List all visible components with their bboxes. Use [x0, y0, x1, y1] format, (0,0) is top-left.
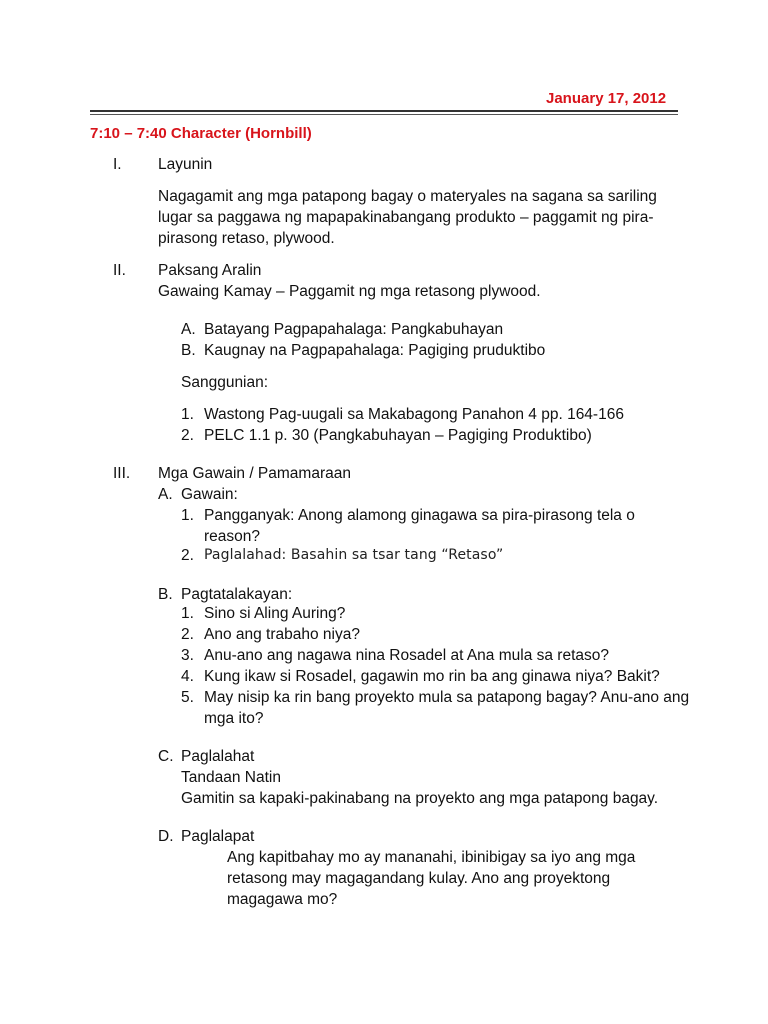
activity-marker: 1.	[181, 507, 194, 524]
activity-text: Paglalahad: Basahin sa tsar tang “Retaso”	[204, 547, 504, 563]
application-text: retasong may magagandang kulay. Ano ang proyektong	[227, 870, 611, 887]
generalization-text: Gamitin sa kapaki-pakinabang na proyekto ang mga patapong bagay.	[181, 790, 659, 807]
header-rule-thin	[90, 114, 678, 115]
reference-text: Wastong Pag-uugali sa Makabagong Panahon 4 pp. 164-166	[204, 406, 624, 423]
section-3-numeral: III.	[113, 465, 131, 482]
section-1-body-line: lugar sa paggawa ng mapapakinabangang produkto – paggamit ng pira-	[158, 209, 654, 226]
subsection-c-marker: C.	[158, 748, 174, 765]
header-rule-thick	[90, 110, 678, 112]
subsection-b-title: Pagtatalakayan:	[181, 586, 293, 603]
value-text: Kaugnay na Pagpapahalaga: Pagiging pruduktibo	[204, 342, 546, 359]
question-text: Anu-ano ang nagawa nina Rosadel at Ana mula sa retaso?	[204, 647, 610, 664]
section-1-numeral: I.	[113, 156, 122, 173]
question-marker: 1.	[181, 605, 194, 622]
question-text-continued: mga ito?	[204, 710, 264, 727]
lesson-date: January 17, 2012	[546, 90, 667, 107]
subsection-a-title: Gawain:	[181, 486, 238, 503]
question-marker: 4.	[181, 668, 194, 685]
activity-text: Pangganyak: Anong alamong ginagawa sa pira-pirasong tela o	[204, 507, 635, 524]
question-marker: 3.	[181, 647, 194, 664]
subsection-d-marker: D.	[158, 828, 174, 845]
value-text: Batayang Pagpapahalaga: Pangkabuhayan	[204, 321, 504, 338]
section-2-subtitle: Gawaing Kamay – Paggamit ng mga retasong plywood.	[158, 283, 541, 300]
schedule-heading: 7:10 – 7:40 Character (Hornbill)	[90, 125, 312, 142]
subsection-b-marker: B.	[158, 586, 173, 603]
value-marker: B.	[181, 342, 196, 359]
subsection-d-title: Paglalapat	[181, 828, 255, 845]
section-1-body-line: Nagagamit ang mga patapong bagay o materyales na sagana sa sariling	[158, 188, 657, 205]
application-text: magagawa mo?	[227, 891, 338, 908]
section-1-body-line: pirasong retaso, plywood.	[158, 230, 335, 247]
subsection-a-marker: A.	[158, 486, 173, 503]
application-text: Ang kapitbahay mo ay mananahi, ibinibigay sa iyo ang mga	[227, 849, 636, 866]
generalization-heading: Tandaan Natin	[181, 769, 281, 786]
references-label: Sanggunian:	[181, 374, 269, 391]
question-text: Ano ang trabaho niya?	[204, 626, 360, 643]
question-text: May nisip ka rin bang proyekto mula sa patapong bagay? Anu-ano ang	[204, 689, 690, 706]
question-text: Kung ikaw si Rosadel, gagawin mo rin ba ang ginawa niya? Bakit?	[204, 668, 660, 685]
question-text: Sino si Aling Auring?	[204, 605, 346, 622]
reference-marker: 2.	[181, 427, 194, 444]
section-2-title: Paksang Aralin	[158, 262, 262, 279]
activity-text-continued: reason?	[204, 528, 261, 545]
section-3-title: Mga Gawain / Pamamaraan	[158, 465, 351, 482]
subsection-c-title: Paglalahat	[181, 748, 255, 765]
reference-marker: 1.	[181, 406, 194, 423]
activity-marker: 2.	[181, 547, 194, 564]
section-1-title: Layunin	[158, 156, 213, 173]
section-2-numeral: II.	[113, 262, 126, 279]
reference-text: PELC 1.1 p. 30 (Pangkabuhayan – Pagiging Produktibo)	[204, 427, 592, 444]
question-marker: 5.	[181, 689, 194, 706]
question-marker: 2.	[181, 626, 194, 643]
value-marker: A.	[181, 321, 196, 338]
